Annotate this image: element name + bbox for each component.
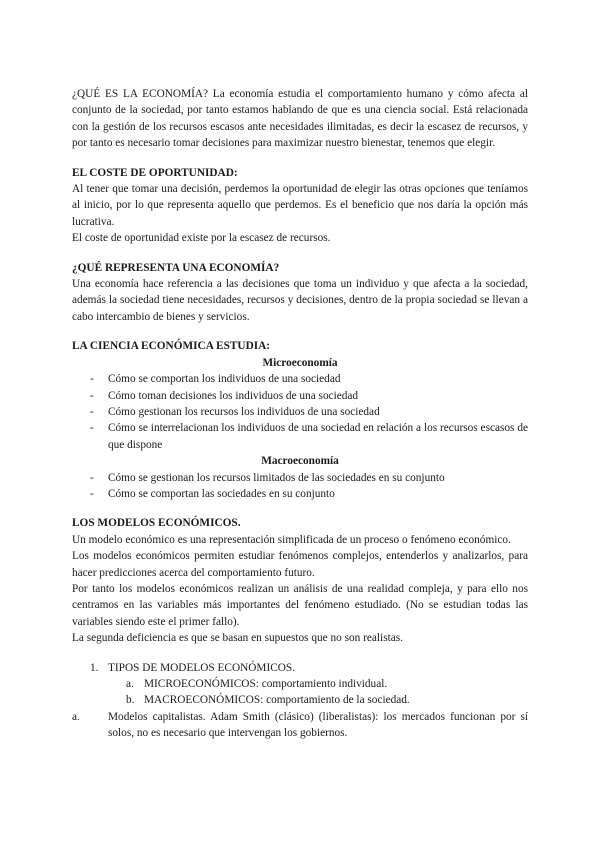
coste-note: El coste de oportunidad existe por la escasez de recursos. [72,232,331,245]
modelos-heading: LOS MODELOS ECONÓMICOS. [72,517,241,530]
modelos-paragraph-4: La segunda deficiencia es que se basan en supuestos que no son realistas. [72,632,403,645]
macro-title: Macroeconomía [261,455,339,468]
macro-list [72,470,528,503]
micro-title: Microeconomía [262,356,338,369]
list-item-text: Cómo se gestionan los recursos limitados de las sociedades en su conjunto [108,471,445,484]
list-item-text: Cómo se comportan los individuos de una sociedad [108,373,341,386]
modelos-paragraph-3: Por tanto los modelos económicos realizan un análisis de una realidad compleja, y para ello nos centramos en las variables más importantes del fenómeno estudiado. (No se estudian todas las variables siendo este el primer fallo). [72,582,528,628]
dash-marker: - [90,389,94,402]
tipos-sub-item [72,676,528,692]
coste-heading: EL COSTE DE OPORTUNIDAD: [72,166,238,179]
modelos-paragraph-2: Los modelos económicos permiten estudiar fenómenos complejos, entenderlos y analizarlos, para hacer predicciones acerca del comportamiento futuro. [72,550,528,579]
list-item [72,371,528,387]
document-page [72,86,528,742]
tipos-sub-item-text: MICROECONÓMICOS: comportamiento individual. [144,678,388,690]
list-item-text: Cómo se interrelacionan los individuos de una sociedad en relación a los recursos escasos de que dispone [108,422,528,451]
tipos-heading: TIPOS DE MODELOS ECONÓMICOS. [108,661,296,674]
list-item [72,420,528,453]
dash-marker: - [90,422,94,435]
dash-marker: - [90,487,94,500]
list-item-text: Cómo toman decisiones los individuos de una sociedad [108,389,359,402]
representa-paragraph: Una economía hace referencia a las decisiones que toma un individuo y que afecta a la sociedad, además la sociedad tiene necesidades, recursos y decisiones, dentro de la propia sociedad se llevan a cabo intercambio de bienes y servicios. [72,278,528,323]
capitalistas-text: Modelos capitalistas. Adam Smith (clásico) (liberalistas): los mercados funcionan por sí solos, no es necesario que intervengan los gobiernos. [108,710,528,740]
modelos-paragraph-1: Un modelo económico es una representación simplificada de un proceso o fenómeno económico. [72,533,511,546]
economia-paragraph: ¿QUÉ ES LA ECONOMÍA? La economía estudia el comportamiento humano y cómo afecta al conjunto de la sociedad, por tanto estamos hablando de que es una ciencia social. Está relacionada con la gestión de los recursos escasos ante necesidades ilimitadas, es decir la escasez de recursos, y por tanto es necesario tomar decisiones para maximizar nuestro bienestar, tenemos que elegir. [72,88,528,150]
list-item [72,486,528,502]
list-item [72,470,528,486]
list-item [72,388,528,404]
dash-marker: - [90,471,94,484]
list-item [72,404,528,420]
list-marker: b. [126,694,135,707]
tipos-sub-item-text: MACROECONÓMICOS: comportamiento de la sociedad. [144,694,410,707]
coste-paragraph: Al tener que tomar una decisión, perdemos la oportunidad de elegir las otras opciones que teníamos al inicio, por lo que representa aquello que perdemos. Es el beneficio que nos daría la opción más lucrativa. [72,183,528,228]
list-marker: a. [72,710,80,723]
list-marker: 1. [90,661,99,674]
ciencia-heading: LA CIENCIA ECONÓMICA ESTUDIA: [72,340,271,353]
micro-list [72,371,528,453]
dash-marker: - [90,373,94,386]
list-item-text: Cómo se comportan las sociedades en su conjunto [108,487,335,500]
list-marker: a. [126,678,134,690]
dash-marker: - [90,405,94,418]
tipos-list-item [72,660,528,676]
list-item-text: Cómo gestionan los recursos los individuos de una sociedad [108,405,380,418]
representa-heading: ¿QUÉ REPRESENTA UNA ECONOMÍA? [72,261,280,274]
tipos-sub-item [72,692,528,708]
capitalistas-list-item [72,709,528,742]
